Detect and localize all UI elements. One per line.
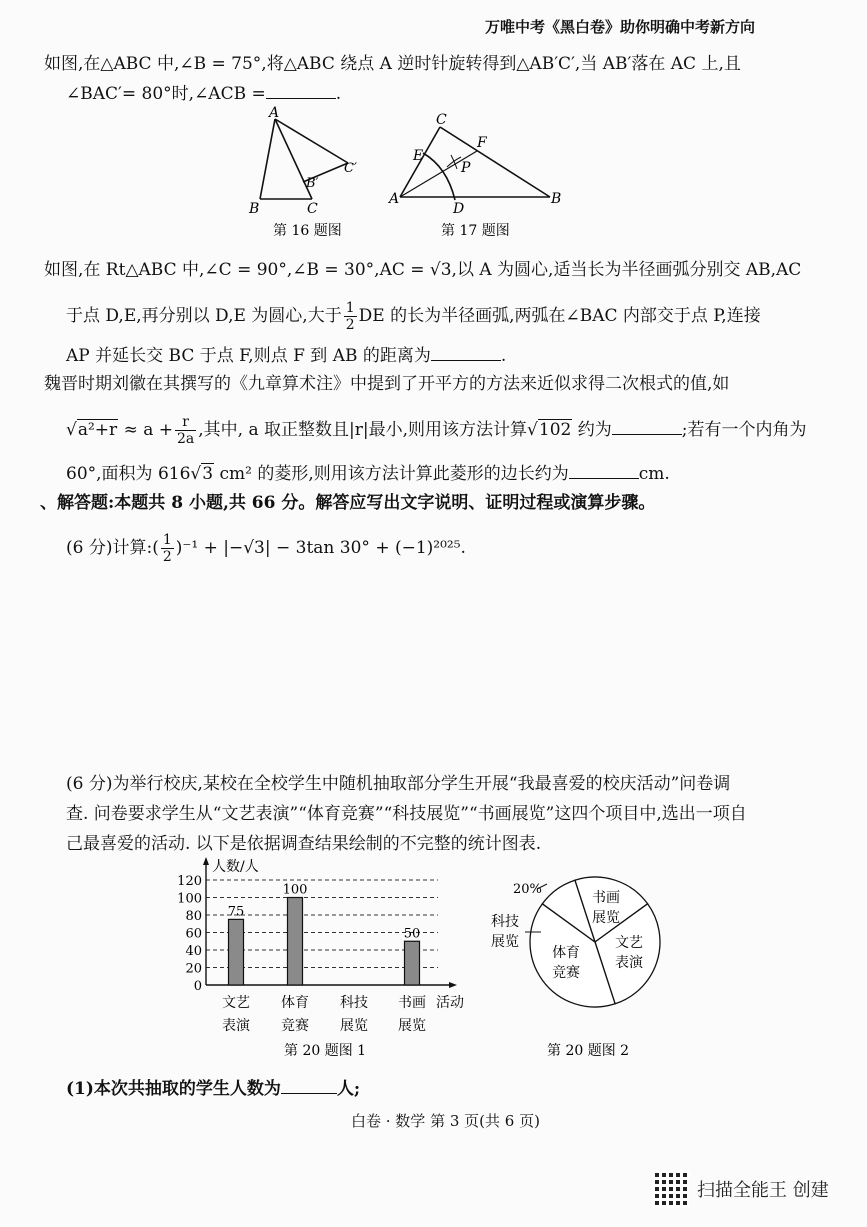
bar-category-label: 科技 [340, 995, 368, 1011]
fig17-label-P: P [461, 160, 471, 176]
bar-y-axis-arrow [203, 857, 209, 865]
bar-ytick-label: 120 [177, 874, 202, 889]
pie-slice-label: 体育 [552, 945, 581, 962]
bar-ytick-label: 60 [185, 926, 202, 942]
q16-text-line2: ∠BAC′= 80°时,∠ACB = . [66, 84, 342, 104]
pie-slice-label: 展览 [592, 909, 621, 926]
q20-text-line3: 己最喜爱的活动. 以下是依据调查结果绘制的不完整的统计图表. [66, 834, 542, 854]
q17-text-line1: 如图,在 Rt△ABC 中,∠C = 90°,∠B = 30°,AC = √3,以 A 为圆心,适当长为半径画弧分别交 AB,AC [44, 260, 802, 280]
fig17-label-D: D [453, 201, 465, 217]
fig16-label-B: B [249, 201, 260, 217]
answer-blank-q16[interactable] [266, 82, 336, 99]
pie-chart-caption: 第 20 题图 2 [547, 1043, 630, 1059]
bar-data-label: 100 [282, 882, 308, 898]
bar-2 [288, 898, 303, 986]
bar-category-label: 表演 [222, 1018, 250, 1034]
bar-chart-caption: 第 20 题图 1 [284, 1043, 367, 1059]
section-heading: 、解答题:本题共 8 小题,共 66 分。解答应写出文字说明、证明过程或演算步骤。 [40, 493, 656, 513]
pie-slice-label: 展览 [491, 934, 519, 950]
bar-y-axis-label: 人数/人 [212, 859, 259, 875]
answer-blank-q20-1[interactable] [281, 1077, 337, 1094]
bar-category-label: 展览 [398, 1018, 426, 1034]
bar-category-label: 竞赛 [281, 1018, 309, 1034]
bar-category-label: 展览 [340, 1018, 368, 1034]
q20-text-line1: (6 分)为举行校庆,某校在全校学生中随机抽取部分学生开展“我最喜爱的校庆活动”问卷调 [66, 774, 731, 794]
page-footer: 白卷 · 数学 第 3 页(共 6 页) [351, 1112, 540, 1130]
bar-1 [229, 919, 244, 985]
answer-blank-q18-1[interactable] [612, 418, 682, 435]
fig17-label-C: C [436, 112, 447, 128]
fig17-edge-CB [440, 127, 550, 197]
q18-text-line2: √a²+r ≈ a + $\frac{r}{2a}$ ,其中, a 取正整数且|r|最小,则用该方法计算√102 约为 ;若有一个内角为 [66, 414, 807, 447]
fig17-arc-P2 [451, 155, 457, 169]
figure-16 [240, 105, 380, 240]
q17-text-line2: 于点 D,E,再分别以 D,E 为圆心,大于 $\frac{1}{2}$ DE 的长为半径画弧,两弧在∠BAC 内部交于点 P,连接 [66, 300, 761, 333]
fig16-caption: 第 16 题图 [273, 223, 342, 239]
bar-ytick-label: 20 [185, 961, 202, 977]
bar-data-label: 75 [227, 904, 245, 920]
fig17-arc-DE [423, 153, 455, 200]
bar-ytick-label: 80 [185, 909, 202, 924]
fig16-edge-AB [260, 119, 275, 199]
fig17-label-A: A [389, 191, 400, 207]
fig17-label-F: F [477, 135, 487, 151]
answer-blank-q17[interactable] [431, 344, 501, 361]
bar-data-label: 50 [403, 926, 421, 942]
bar-ytick-label: 40 [185, 944, 202, 959]
scanner-watermark: 扫描全能王 创建 [697, 1180, 829, 1201]
fig16-label-C: C [307, 201, 318, 217]
q18-text-line1: 魏晋时期刘徽在其撰写的《九章算术注》中提到了开平方的方法来近似求得二次根式的值,如 [44, 374, 730, 394]
pie-slice-label: 表演 [615, 955, 644, 972]
pie-slice-label: 科技 [491, 914, 519, 930]
q17-text-line3: AP 并延长交 BC 于点 F,则点 F 到 AB 的距离为 . [66, 346, 507, 366]
q20-text-line2: 查. 问卷要求学生从“文艺表演”“体育竞赛”“科技展览”“书画展览”这四个项目中,选出一项自 [66, 804, 747, 824]
bar-category-label: 体育 [281, 995, 309, 1011]
pie-slice-label: 文艺 [615, 935, 644, 952]
fig16-label-C2: C′ [344, 161, 357, 176]
pie-slice-label: 竞赛 [552, 965, 581, 982]
pie-chart [485, 862, 675, 1062]
bar-ytick-label: 0 [193, 979, 202, 994]
fig17-label-B: B [551, 191, 562, 207]
answer-blank-q18-2[interactable] [569, 462, 639, 479]
bar-x-axis-label: 活动 [436, 995, 464, 1011]
bar-x-axis-arrow [449, 982, 457, 988]
q16-text-line1: 如图,在△ABC 中,∠B = 75°,将△ABC 绕点 A 逆时针旋转得到△AB′C′,当 AB′落在 AC 上,且 [44, 54, 741, 74]
q18-text-line3: 60°,面积为 616√3 cm² 的菱形,则用该方法计算此菱形的边长约为 cm. [66, 464, 670, 484]
bar-4 [405, 941, 420, 985]
page-header: 万唯中考《黑白卷》助你明确中考新方向 [485, 18, 756, 36]
fig17-caption: 第 17 题图 [441, 223, 510, 239]
q20-sub1: (1)本次共抽取的学生人数为 人; [66, 1079, 361, 1099]
qr-code-icon [652, 1170, 690, 1208]
fig16-label-B2: B′ [306, 176, 319, 191]
bar-category-label: 书画 [398, 995, 426, 1011]
figure-17 [385, 105, 570, 240]
bar-category-label: 文艺 [222, 995, 250, 1011]
q19-text: (6 分)计算:( $\frac{1}{2}$ )⁻¹ + |−√3| − 3tan 30° + (−1)²⁰²⁵. [66, 532, 466, 565]
bar-ytick-label: 100 [177, 891, 202, 907]
pie-annotation: 20% [513, 882, 542, 897]
fig16-label-A: A [269, 105, 280, 121]
pie-slice-label: 书画 [592, 889, 621, 906]
bar-chart [170, 855, 475, 1065]
fig17-label-E: E [413, 148, 424, 164]
